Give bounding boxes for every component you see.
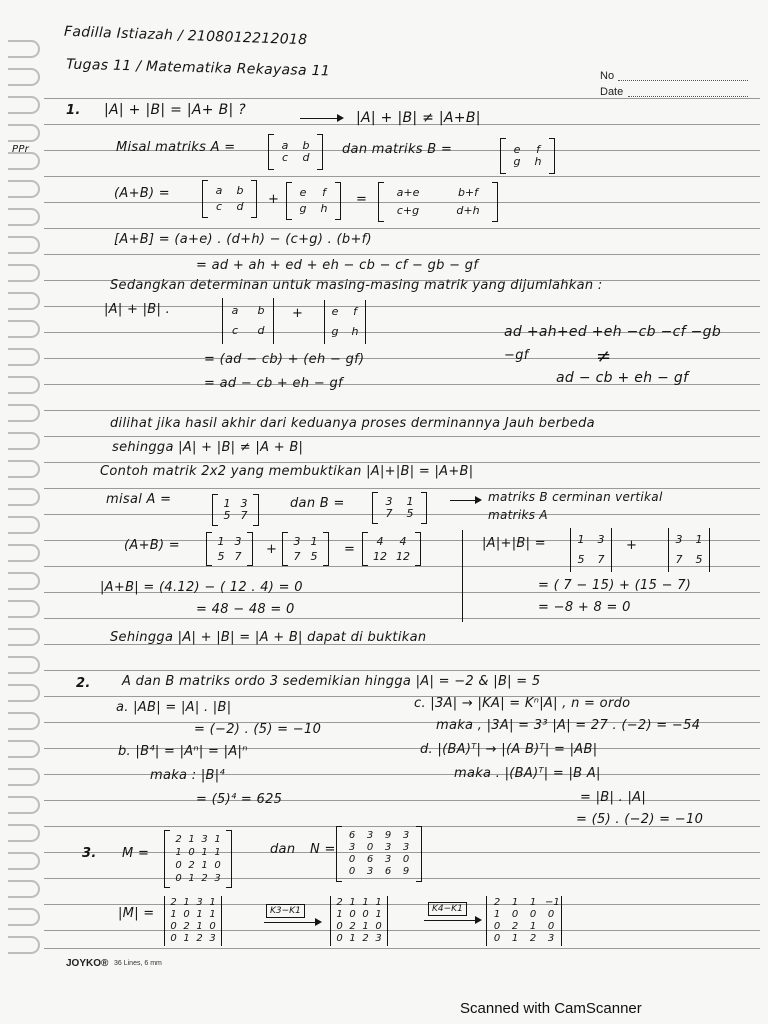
- q2-b-2: maka : |B|⁴: [150, 768, 225, 783]
- det-b: e f g h: [324, 300, 366, 344]
- q2-a-1: a. |AB| = |A| . |B|: [116, 700, 232, 715]
- matrix-a: a b c d: [268, 134, 323, 170]
- misal-text: Misal matriks A =: [116, 140, 236, 155]
- conclusion-2: sehingga |A| + |B| ≠ |A + B|: [112, 440, 304, 455]
- q2-d-2: maka . |(BA)ᵀ| = |B A|: [454, 766, 601, 781]
- n-label: N =: [310, 842, 336, 857]
- q1-question: |A| + |B| = |A+ B| ?: [104, 102, 246, 118]
- dan-text: dan: [270, 842, 296, 857]
- not-equal-sign: ≠: [596, 346, 612, 367]
- equals-sign-2: =: [344, 542, 356, 557]
- q2-number: 2.: [76, 676, 91, 691]
- no-label: No: [600, 70, 615, 82]
- notebook-brand: JOYKO®: [66, 958, 109, 969]
- q2-d-1: d. |(BA)ᵀ| → |(A B)ᵀ| = |AB|: [420, 742, 598, 757]
- final-conclusion: Sehingga |A| + |B| = |A + B| dapat di buktikan: [110, 630, 427, 645]
- q1-number: 1.: [66, 103, 81, 118]
- q3-number: 3.: [82, 846, 97, 861]
- det-a: a b c d: [222, 298, 274, 344]
- det-m: 2 1 3 1 1 0 1 1 0 2 1 0 0 1 2 3: [164, 896, 222, 946]
- q2-c-2: maka , |3A| = 3³ |A| = 27 . (−2) = −54: [436, 718, 701, 733]
- scanner-watermark: Scanned with CamScanner: [460, 1000, 642, 1017]
- example-matrix-a: 1 3 5 7: [212, 494, 259, 526]
- q2-c-1: c. |3A| → |KA| = Kⁿ|A| , n = ordo: [414, 696, 631, 711]
- plus-sign: +: [268, 192, 280, 207]
- no-dotline: [618, 80, 748, 81]
- example-det-sum: |A+B| = (4.12) − ( 12 . 4) = 0: [100, 580, 303, 595]
- example-sum-b: 3 1 7 5: [282, 532, 329, 566]
- plus-sign-3: +: [266, 542, 278, 557]
- q2-b-1: b. |B⁴| = |Aⁿ| = |A|ⁿ: [118, 744, 248, 759]
- margin-mark: PPr: [12, 144, 30, 155]
- brace-divider: [462, 530, 463, 622]
- student-name-id: Fadilla Istiazah / 2108012212018: [63, 23, 308, 49]
- right-sum-label: |A|+|B| =: [482, 536, 546, 551]
- date-dotline: [628, 96, 748, 97]
- implies-arrow: [300, 118, 342, 119]
- op-arrow-1: [264, 922, 320, 923]
- q2-b-3: = (5)⁴ = 625: [196, 792, 283, 807]
- mirror-note-2: matriks A: [488, 508, 548, 522]
- assignment-title: Tugas 11 / Matematika Rekayasa 11: [65, 56, 331, 80]
- sum-matrix-b: e f g h: [286, 182, 341, 220]
- equals-sign: =: [356, 192, 368, 207]
- right-result-2: = −8 + 8 = 0: [538, 600, 631, 615]
- det-m-label: |M| =: [118, 906, 155, 921]
- plus-sign-2: +: [292, 306, 304, 321]
- op-k3-k1: K3−K1: [266, 904, 305, 918]
- right-result-1: = ( 7 − 15) + (15 − 7): [538, 578, 692, 593]
- compare-mid: −gf: [504, 348, 529, 363]
- det-m-step-2: 2 1 1 −1 1 0 0 0 0 2 1 0 0 1 2 3: [486, 896, 562, 946]
- matrix-m: 2 1 3 1 1 0 1 1 0 2 1 0 0 1 2 3: [164, 830, 232, 888]
- contoh-text: Contoh matrik 2x2 yang membuktikan |A|+|B| = |A+B|: [100, 464, 474, 479]
- op-k4-k1: K4−K1: [428, 902, 467, 916]
- conclusion-1: dilihat jika hasil akhir dari keduanya proses derminannya Jauh berbeda: [110, 416, 595, 431]
- det-a-plus-b-line: [A+B] = (a+e) . (d+h) − (c+g) . (b+f): [114, 232, 372, 247]
- mirror-note-1: matriks B cerminan vertikal: [488, 490, 663, 504]
- sedangkan-text: Sedangkan determinan untuk masing-masing matrik yang dijumlahkan :: [110, 278, 603, 293]
- q1-claim: |A| + |B| ≠ |A+B|: [356, 110, 481, 126]
- q2-d-4: = (5) . (−2) = −10: [576, 812, 704, 827]
- misal2-text: misal A =: [106, 492, 172, 507]
- right-det-b: 3 1 7 5: [668, 528, 710, 572]
- right-det-a: 1 3 5 7: [570, 528, 612, 572]
- det-m-step-1: 2 1 1 1 1 0 0 1 0 2 1 0 0 1 2 3: [330, 896, 388, 946]
- q2-a-2: = (−2) . (5) = −10: [194, 722, 322, 737]
- q2-intro: A dan B matriks ordo 3 sedemikian hingga |A| = −2 & |B| = 5: [122, 674, 541, 689]
- example-matrix-b: 3 1 7 5: [372, 492, 427, 524]
- sum-of-dets-label: |A| + |B| .: [104, 302, 171, 317]
- mirror-arrow: [450, 500, 480, 501]
- op-arrow-2: [424, 920, 480, 921]
- dan2-text: dan B =: [290, 496, 345, 511]
- sum-matrix-a: a b c d: [202, 180, 257, 218]
- notebook-spec: 36 Lines, 6 mm: [114, 960, 162, 967]
- example-sum-a: 1 3 5 7: [206, 532, 253, 566]
- matrix-b: e f g h: [500, 138, 555, 174]
- sum-det-result-2: = ad − cb + eh − gf: [204, 376, 343, 391]
- q2-d-3: = |B| . |A|: [580, 790, 647, 805]
- dan-matriks-text: dan matriks B =: [342, 142, 453, 157]
- plus-sign-4: +: [626, 538, 638, 553]
- sum-det-result-1: = (ad − cb) + (eh − gf): [204, 352, 365, 367]
- det-a-plus-b-expanded: = ad + ah + ed + eh − cb − cf − gb − gf: [196, 258, 479, 273]
- matrix-n: 6 3 9 3 3 0 3 3 0 6 3 0 0 3 6 9: [336, 826, 422, 882]
- compare-bottom: ad − cb + eh − gf: [556, 370, 689, 386]
- a-plus-b-label: (A+B) =: [114, 186, 170, 201]
- sum-result-matrix: a+e b+f c+g d+h: [378, 182, 498, 222]
- example-a-plus-b-label: (A+B) =: [124, 538, 180, 553]
- compare-top: ad +ah+ed +eh −cb −cf −gb: [504, 324, 722, 340]
- m-label: M =: [122, 846, 150, 861]
- example-det-sum-2: = 48 − 48 = 0: [196, 602, 295, 617]
- example-sum-result: 4 4 12 12: [362, 532, 421, 566]
- date-label: Date: [600, 86, 624, 98]
